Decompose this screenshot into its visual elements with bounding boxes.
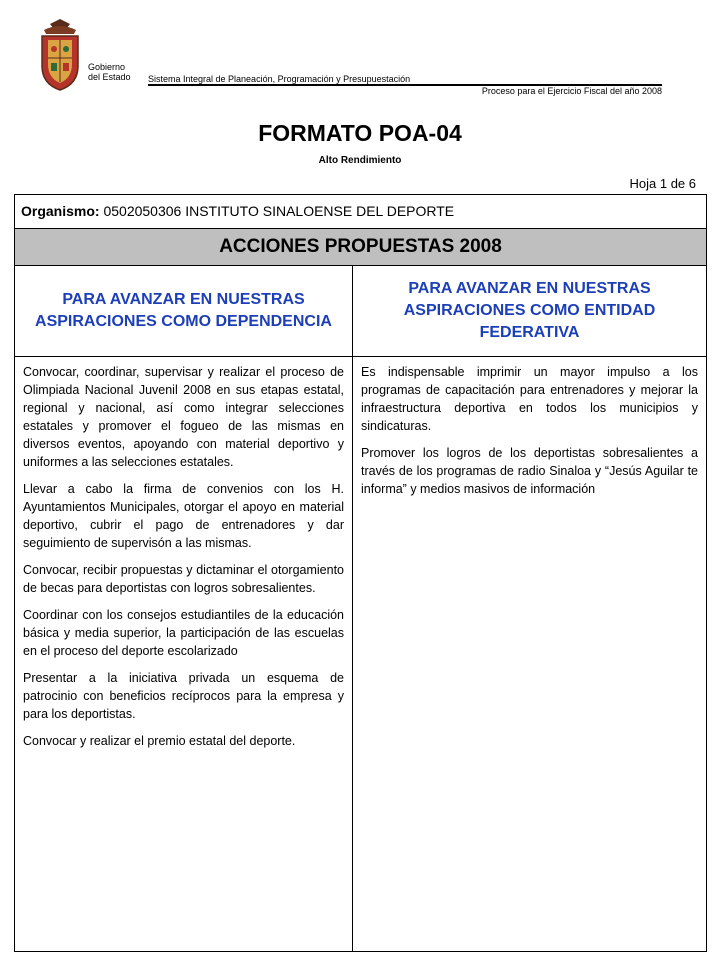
state-seal-logo — [36, 18, 84, 92]
form-subtitle: Alto Rendimiento — [318, 155, 402, 166]
organismo-value: 0502050306 INSTITUTO SINALOENSE DEL DEPORTE — [103, 203, 455, 219]
right-column-body — [353, 357, 707, 952]
right-column-heading: PARA AVANZAR EN NUESTRAS ASPIRACIONES COMO ENTIDAD FEDERATIVA — [353, 266, 707, 357]
organismo-row — [15, 195, 707, 229]
left-column-body — [15, 357, 353, 952]
organismo-label: Organismo: — [21, 203, 100, 219]
page-indicator: Hoja 1 de 6 — [629, 176, 696, 191]
actions-body-row — [15, 357, 707, 952]
left-paragraph: Presentar a la iniciativa privada un esquema de patrocinio con beneficios recíprocos para la empresa y para los deportistas. — [23, 671, 344, 721]
organismo-cell — [15, 195, 707, 229]
section-title-row — [15, 229, 707, 266]
left-paragraph: Convocar, recibir propuestas y dictaminar el otorgamiento de becas para deportistas con logros sobresalientes. — [23, 563, 344, 595]
gov-line-1: Gobierno — [88, 62, 126, 72]
left-paragraph: Coordinar con los consejos estudiantiles de la educación básica y media superior, la participación de las escuelas en el proceso del deporte escolarizado — [23, 608, 344, 658]
column-headings-row — [15, 266, 707, 357]
fiscal-process-line: Proceso para el Ejercicio Fiscal del año 2008 — [481, 86, 662, 96]
left-paragraph: Llevar a cabo la firma de convenios con los H. Ayuntamientos Municipales, otorgar el apoyo en material deportivo, cubrir el pago de entrenadores y dar seguimiento de supervisón a las mismas. — [23, 482, 344, 550]
left-column-heading: PARA AVANZAR EN NUESTRAS ASPIRACIONES COMO DEPENDENCIA — [15, 266, 353, 357]
right-paragraph: Es indispensable imprimir un mayor impulso a los programas de capacitación para entrenadores y mejorar la infraestructura deportiva en todos los municipios y sindicaturas. — [361, 365, 699, 433]
gov-line-2: del Estado — [88, 72, 131, 82]
actions-form-table — [14, 194, 707, 952]
right-paragraph: Promover los logros de los deportistas sobresalientes a través de los programas de radio Sinaloa y “Jesús Aguilar te informa” y medios masivos de información — [361, 446, 699, 496]
left-paragraph: Convocar, coordinar, supervisar y realizar el proceso de Olimpiada Nacional Juvenil 2008 en sus etapas estatal, regional y nacional, así como integrar selecciones estatales y promover el fogueo de las mismas en diversos eventos, apoyando con material deportivo y uniformes a las selecciones estatales. — [23, 365, 344, 469]
system-name: Sistema Integral de Planeación, Programación y Presupuestación — [148, 74, 411, 84]
government-label — [88, 62, 131, 82]
form-title: FORMATO POA-04 — [258, 120, 462, 146]
left-paragraph: Convocar y realizar el premio estatal del deporte. — [23, 734, 296, 748]
section-title: ACCIONES PROPUESTAS 2008 — [15, 229, 707, 266]
